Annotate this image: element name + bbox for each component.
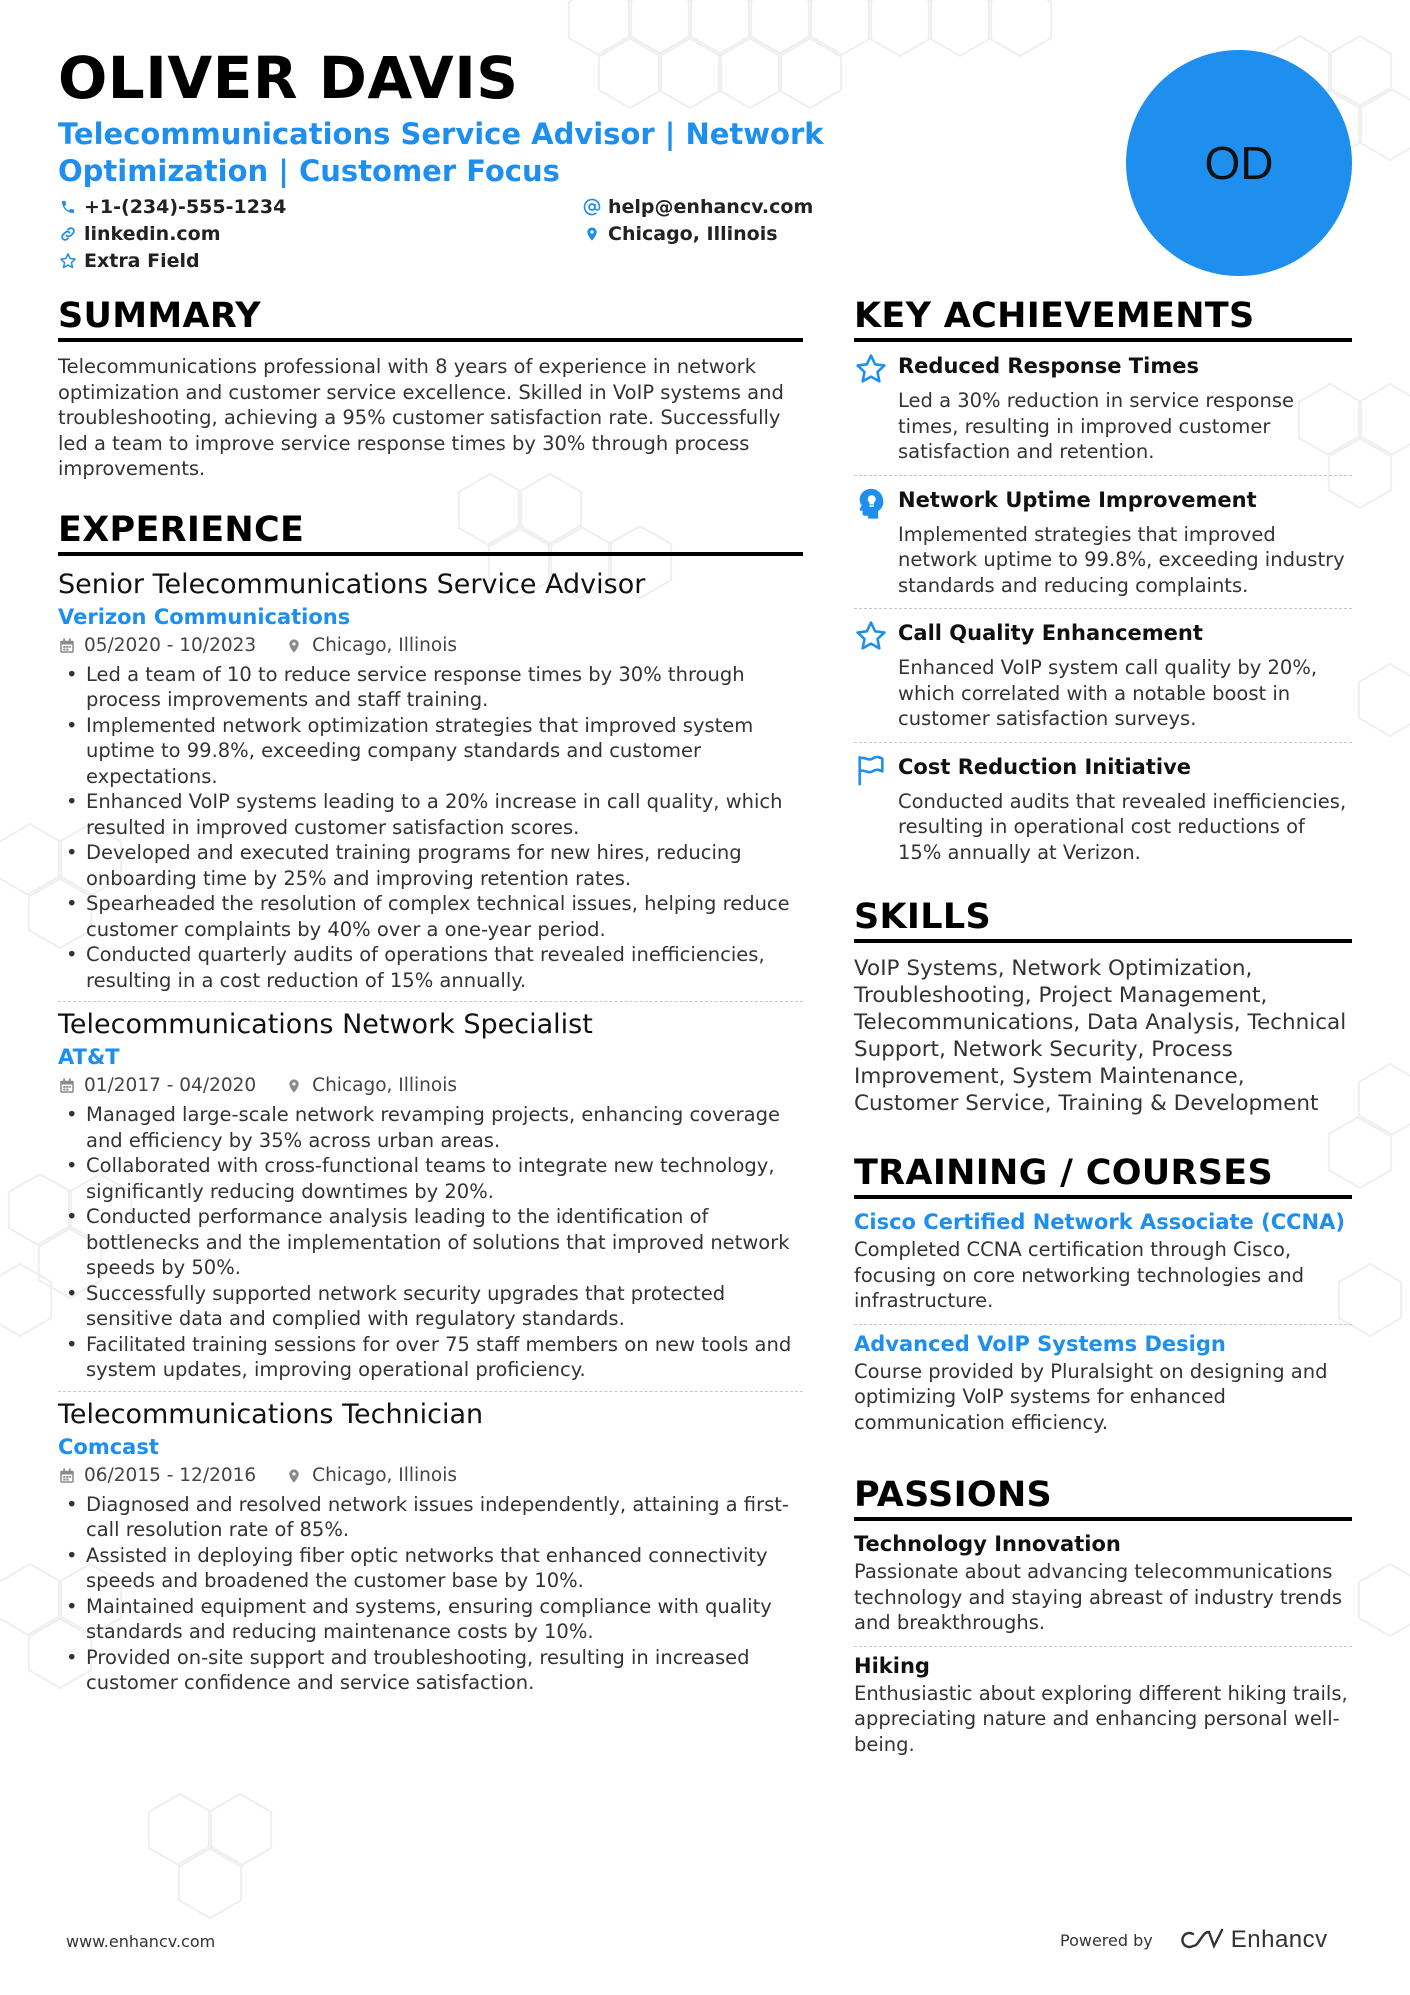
- footer-powered-by: [1060, 1926, 1328, 1954]
- achievement-item: [854, 342, 1352, 476]
- bullet-item: • Successfully supported network security upgrades that protected sensitive data and complied with regulatory standards.: [58, 1281, 803, 1332]
- contact-phone[interactable]: [58, 193, 286, 220]
- link-icon: [58, 224, 78, 244]
- course-item: [854, 1203, 1352, 1325]
- passions-heading: PASSIONS: [854, 1475, 1352, 1521]
- flag-icon: [854, 753, 898, 866]
- star-outline-icon: [58, 251, 78, 271]
- summary-section: [58, 296, 803, 482]
- course-description: Completed CCNA certification through Cisco, focusing on core networking technologies and infrastructure.: [854, 1238, 1305, 1312]
- bullet-item: • Implemented network optimization strategies that improved system uptime to 99.8%, exceeding company standards and customer expectations.: [58, 713, 803, 790]
- enhancv-logo[interactable]: [1179, 1926, 1328, 1954]
- location-text: Chicago, Illinois: [608, 222, 778, 245]
- experience-entry: [58, 1008, 803, 1392]
- experience-entry: [58, 568, 803, 1003]
- job-meta: [58, 1462, 803, 1490]
- job-dates: 01/2017 - 04/2020: [84, 1075, 257, 1096]
- star-icon: [854, 619, 898, 732]
- course-title[interactable]: Advanced VoIP Systems Design: [854, 1331, 1226, 1356]
- bullet-item: • Provided on-site support and troubleshooting, resulting in increased customer confidence and service satisfaction.: [58, 1645, 803, 1696]
- achievement-body: [898, 352, 1352, 465]
- calendar-icon: [58, 637, 76, 655]
- skills-text: VoIP Systems, Network Optimization, Troubleshooting, Project Management, Telecommunications, Data Analysis, Technical Support, Network Security, Process Improvement, System Maintenance, Customer Service, Training & Development: [854, 956, 1347, 1116]
- summary-heading: SUMMARY: [58, 296, 803, 342]
- skills-section: [854, 897, 1352, 1117]
- bullet-item: • Led a team of 10 to reduce service response times by 30% through process improvements and staff training.: [58, 662, 803, 713]
- job-dates: 05/2020 - 10/2023: [84, 634, 257, 656]
- achievement-body: [898, 486, 1352, 599]
- phone-icon: [58, 197, 78, 217]
- skills-heading: SKILLS: [854, 897, 1352, 943]
- enhancv-logo-mark-icon: [1179, 1928, 1225, 1952]
- bullet-item: • Diagnosed and resolved network issues independently, attaining a first-call resolution rate of 85%.: [58, 1492, 803, 1543]
- passion-title: Hiking: [854, 1653, 930, 1678]
- brand-name: Enhancv: [1230, 1926, 1328, 1953]
- email-text: help@enhancv.com: [608, 195, 814, 218]
- achievement-title: Call Quality Enhancement: [898, 621, 1203, 645]
- bullet-item: • Maintained equipment and systems, ensuring compliance with quality standards and reducing maintenance costs by 10%.: [58, 1594, 803, 1645]
- bullet-item: • Collaborated with cross-functional teams to integrate new technology, significantly reducing downtimes by 20%.: [58, 1153, 803, 1204]
- job-meta: [58, 1072, 803, 1100]
- bullet-item: • Conducted quarterly audits of operations that revealed inefficiencies, resulting in a cost reduction of 15% annually.: [58, 942, 803, 993]
- achievement-title: Reduced Response Times: [898, 354, 1199, 378]
- job-title: Senior Telecommunications Service Advisor: [58, 568, 646, 600]
- passions-list: [854, 1525, 1352, 1767]
- passion-item: [854, 1525, 1352, 1647]
- contact-info: [58, 193, 858, 277]
- achievement-description: Implemented strategies that improved network uptime to 99.8%, exceeding industry standards and reducing complaints.: [898, 522, 1345, 597]
- dashed-divider: [58, 1391, 803, 1392]
- right-column: [854, 296, 1352, 1767]
- job-title: Telecommunications Network Specialist: [58, 1009, 593, 1040]
- achievement-title: Network Uptime Improvement: [898, 487, 1257, 512]
- experience-list: [58, 568, 803, 1696]
- contact-location: [582, 220, 778, 247]
- bullet-item: • Facilitated training sessions for over 75 staff members on new tools and system updates, improving operational proficiency.: [58, 1332, 803, 1383]
- achievement-body: [898, 753, 1352, 866]
- bullet-item: • Managed large-scale network revamping projects, enhancing coverage and efficiency by 35% across urban areas.: [58, 1102, 803, 1153]
- star-icon: [854, 352, 898, 465]
- calendar-icon: [58, 1467, 76, 1485]
- location-pin-icon: [286, 1467, 304, 1485]
- course-item: [854, 1325, 1352, 1446]
- experience-section: [58, 510, 803, 1696]
- calendar-icon: [58, 1077, 76, 1095]
- contact-linkedin[interactable]: [58, 220, 221, 247]
- bullet-item: • Enhanced VoIP systems leading to a 20% increase in call quality, which resulted in improved customer satisfaction scores.: [58, 789, 803, 840]
- achievement-title: Cost Reduction Initiative: [898, 754, 1191, 779]
- experience-heading: EXPERIENCE: [58, 510, 803, 556]
- job-title: Telecommunications Technician: [58, 1398, 484, 1430]
- training-heading: TRAINING / COURSES: [854, 1153, 1352, 1199]
- candidate-name: OLIVER DAVIS: [58, 44, 519, 112]
- contact-extra: [58, 247, 200, 274]
- achievement-description: Led a 30% reduction in service response times, resulting in improved customer satisfaction and retention.: [898, 389, 1294, 463]
- location-pin-icon: [286, 1077, 304, 1095]
- head-lightbulb-icon: [854, 486, 898, 599]
- bullet-item: • Developed and executed training programs for new hires, reducing onboarding time by 25% and improving retention rates.: [58, 840, 803, 891]
- company-name[interactable]: Verizon Communications: [58, 604, 351, 629]
- passion-description: Enthusiastic about exploring different hiking trails, appreciating nature and enhancing personal well-being.: [854, 1681, 1348, 1756]
- company-name[interactable]: Comcast: [58, 1434, 159, 1459]
- job-dates: 06/2015 - 12/2016: [84, 1464, 257, 1486]
- left-column: [58, 296, 803, 1696]
- achievement-item: [854, 743, 1352, 876]
- bullet-item: • Conducted performance analysis leading to the identification of bottlenecks and the implementation of solutions that improved network speeds by 50%.: [58, 1204, 803, 1281]
- job-location: Chicago, Illinois: [312, 1464, 457, 1486]
- headline: Telecommunications Service Advisor | Network Optimization | Customer Focus: [58, 117, 824, 188]
- achievement-item: [854, 609, 1352, 743]
- achievements-section: [854, 296, 1352, 875]
- location-pin-icon: [582, 224, 602, 244]
- passion-title: Technology Innovation: [854, 1532, 1121, 1556]
- job-bullets: [58, 1492, 803, 1696]
- job-bullets: [58, 662, 803, 994]
- phone-text: +1-(234)-555-1234: [84, 195, 287, 218]
- course-title[interactable]: Cisco Certified Network Associate (CCNA): [854, 1210, 1345, 1234]
- achievement-description: Enhanced VoIP system call quality by 20%, which correlated with a notable boost in customer satisfaction surveys.: [898, 656, 1318, 730]
- achievement-item: [854, 476, 1352, 610]
- achievement-description: Conducted audits that revealed inefficiencies, resulting in operational cost reductions of 15% annually at Verizon.: [898, 789, 1347, 864]
- company-name[interactable]: AT&T: [58, 1045, 120, 1069]
- footer-website[interactable]: www.enhancv.com: [66, 1932, 216, 1951]
- passion-item: [854, 1647, 1352, 1768]
- at-icon: [582, 197, 602, 217]
- achievements-heading: KEY ACHIEVEMENTS: [854, 296, 1352, 342]
- training-list: [854, 1203, 1352, 1445]
- achievement-body: [898, 619, 1352, 732]
- passions-section: [854, 1475, 1352, 1767]
- experience-entry: [58, 1398, 803, 1696]
- course-description: Course provided by Pluralsight on designing and optimizing VoIP systems for enhanced communication efficiency.: [854, 1359, 1328, 1434]
- linkedin-text: linkedin.com: [84, 222, 221, 245]
- bullet-item: • Spearheaded the resolution of complex technical issues, helping reduce customer complaints by 40% over a one-year period.: [58, 891, 803, 942]
- extra-field-text: Extra Field: [84, 249, 200, 272]
- passion-description: Passionate about advancing telecommunications technology and staying abreast of industry trends and breakthroughs.: [854, 1560, 1343, 1634]
- bullet-item: • Assisted in deploying fiber optic networks that enhanced connectivity speeds and broadened the customer base by 10%.: [58, 1543, 803, 1594]
- location-pin-icon: [286, 637, 304, 655]
- dashed-divider: [58, 1001, 803, 1002]
- job-location: Chicago, Illinois: [312, 1075, 457, 1096]
- job-location: Chicago, Illinois: [312, 634, 457, 656]
- powered-by-label: Powered by: [1060, 1930, 1153, 1950]
- avatar: OD: [1126, 50, 1352, 276]
- contact-email[interactable]: [582, 193, 813, 220]
- summary-text: Telecommunications professional with 8 years of experience in network optimization and customer service excellence. Skilled in VoIP systems and troubleshooting, achieving a 95% customer satisfaction rate. Successfully led a team to improve service response times by 30% through process improvements.: [58, 355, 784, 480]
- achievements-list: [854, 342, 1352, 875]
- job-bullets: [58, 1102, 803, 1383]
- training-section: [854, 1153, 1352, 1445]
- job-meta: [58, 632, 803, 660]
